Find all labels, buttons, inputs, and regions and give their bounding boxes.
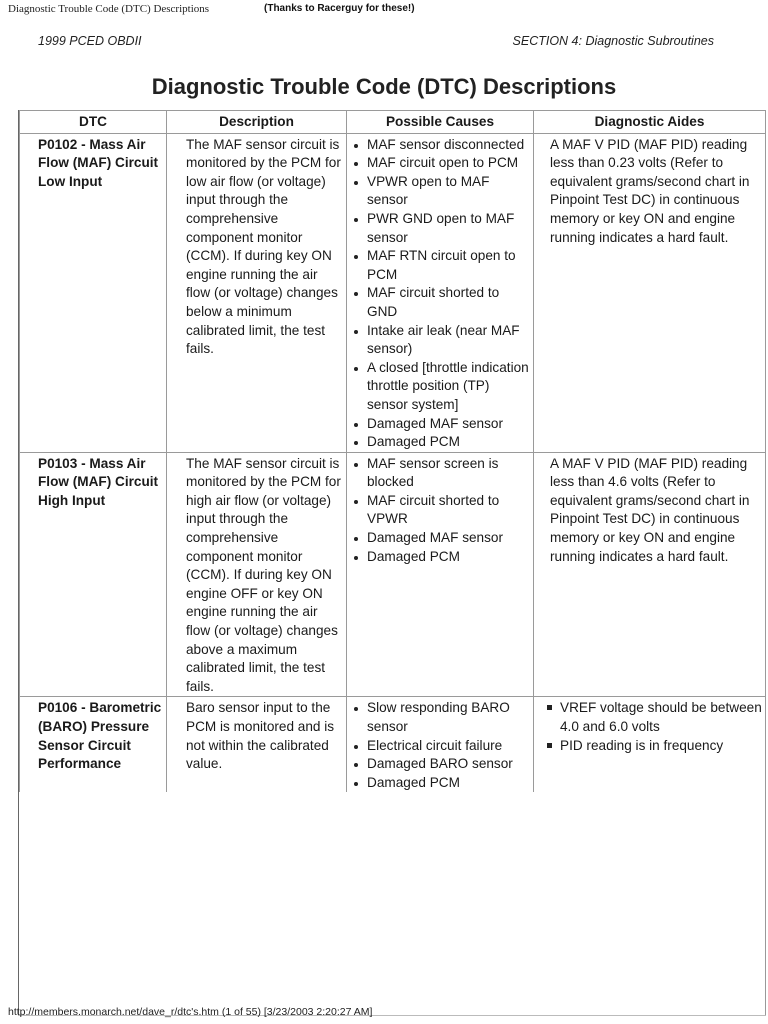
header-left-text: 1999 PCED OBDII (38, 34, 142, 48)
table-header-row (20, 111, 766, 134)
cause-item: Damaged MAF sensor (351, 415, 530, 434)
cause-item: MAF RTN circuit open to PCM (351, 247, 530, 284)
dtc-table (19, 110, 766, 792)
column-header-diagnostic-aides: Diagnostic Aides (534, 111, 766, 134)
possible-causes-cell (347, 133, 534, 452)
aide-item: PID reading is in frequency (544, 737, 762, 756)
footer-url: http://members.monarch.net/dave_r/dtc's.htm (1 of 55) [3/23/2003 2:20:27 AM] (8, 1006, 373, 1018)
cause-item: PWR GND open to MAF sensor (351, 210, 530, 247)
cause-item: VPWR open to MAF sensor (351, 173, 530, 210)
table-row (20, 697, 766, 792)
diagnostic-aides-cell (534, 697, 766, 792)
cause-item: MAF circuit shorted to VPWR (351, 492, 530, 529)
cause-item: MAF circuit shorted to GND (351, 284, 530, 321)
table-row (20, 133, 766, 452)
causes-list (351, 455, 530, 567)
possible-causes-cell (347, 697, 534, 792)
cause-item: Slow responding BARO sensor (351, 699, 530, 736)
description-cell: The MAF sensor circuit is monitored by the PCM for low air flow (or voltage) input through the comprehensive component monitor (CCM). If during key ON engine running the air flow (or voltage) changes below a minimum calibrated limit, the test fails. (167, 133, 347, 452)
column-header-dtc: DTC (20, 111, 167, 134)
cause-item: Damaged PCM (351, 433, 530, 452)
cause-item: Intake air leak (near MAF sensor) (351, 322, 530, 359)
cause-item: MAF sensor disconnected (351, 136, 530, 155)
table-row (20, 452, 766, 697)
possible-causes-cell (347, 452, 534, 697)
description-cell: Baro sensor input to the PCM is monitored and is not within the calibrated value. (167, 697, 347, 792)
thanks-note: (Thanks to Racerguy for these!) (264, 3, 415, 14)
cause-item: Electrical circuit failure (351, 737, 530, 756)
dtc-code-cell: P0106 - Barometric (BARO) Pressure Sensor Circuit Performance (20, 697, 167, 792)
column-header-description: Description (167, 111, 347, 134)
diagnostic-aides-cell: A MAF V PID (MAF PID) reading less than 0.23 volts (Refer to equivalent grams/second chart in Pinpoint Test DC) in continuous memory or key ON and engine running indicates a hard fault. (534, 133, 766, 452)
browser-page-title: Diagnostic Trouble Code (DTC) Descriptions (8, 3, 210, 15)
cause-item: Damaged PCM (351, 548, 530, 567)
page-title: Diagnostic Trouble Code (DTC) Descriptions (151, 74, 617, 99)
causes-list (351, 136, 530, 452)
cause-item: A closed [throttle indication throttle position (TP) sensor system] (351, 359, 530, 415)
dtc-code-cell: P0102 - Mass Air Flow (MAF) Circuit Low Input (20, 133, 167, 452)
aide-item: VREF voltage should be between 4.0 and 6.0 volts (544, 699, 762, 736)
cause-item: Damaged PCM (351, 774, 530, 793)
cause-item: MAF sensor screen is blocked (351, 455, 530, 492)
browser-header (8, 3, 758, 19)
column-header-possible-causes: Possible Causes (347, 111, 534, 134)
aides-list (544, 699, 762, 755)
cause-item: Damaged MAF sensor (351, 529, 530, 548)
causes-list (351, 699, 530, 792)
cause-item: Damaged BARO sensor (351, 755, 530, 774)
diagnostic-aides-cell: A MAF V PID (MAF PID) reading less than 4.6 volts (Refer to equivalent grams/second chart in Pinpoint Test DC) in continuous memory or key ON and engine running indicates a hard fault. (534, 452, 766, 697)
cause-item: MAF circuit open to PCM (351, 154, 530, 173)
dtc-code-cell: P0103 - Mass Air Flow (MAF) Circuit High Input (20, 452, 167, 697)
header-right-text: SECTION 4: Diagnostic Subroutines (512, 34, 714, 48)
description-cell: The MAF sensor circuit is monitored by the PCM for high air flow (or voltage) input through the comprehensive component monitor (CCM). If during key ON engine OFF or key ON engine running the air flow (or voltage) changes above a maximum calibrated limit, the test fails. (167, 452, 347, 697)
